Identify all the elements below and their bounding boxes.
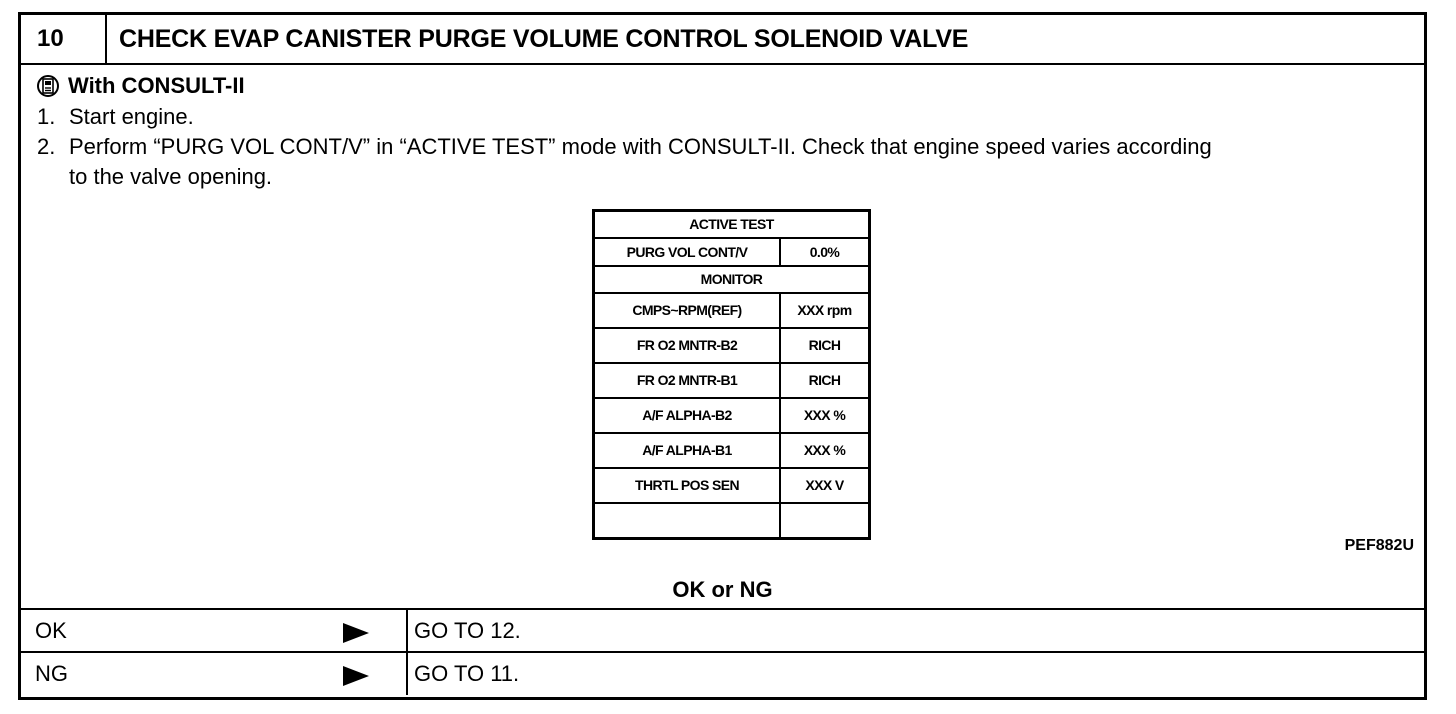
monitor-label: THRTL POS SEN <box>595 469 781 502</box>
monitor-value: XXX % <box>803 442 846 458</box>
arrow-right-icon <box>343 666 369 686</box>
instruction-text: Start engine. <box>69 104 194 129</box>
active-test-item-label: PURG VOL CONT/V <box>595 239 781 265</box>
result-action: GO TO 11. <box>414 661 520 686</box>
result-row-ng <box>21 651 1424 695</box>
monitor-label <box>595 504 781 537</box>
consult-label: With CONSULT-II <box>68 73 245 98</box>
result-row-ok <box>21 608 1424 652</box>
active-test-item-value: 0.0% <box>809 244 840 260</box>
result-condition: OK <box>35 618 67 643</box>
figure-id: PEF882U <box>1344 537 1414 554</box>
monitor-label: A/F ALPHA-B2 <box>595 399 781 432</box>
decision-label: OK or NG <box>672 577 773 602</box>
step-header <box>21 15 1424 65</box>
instruction-text: Perform “PURG VOL CONT/V” in “ACTIVE TEST” mode with CONSULT-II. Check that engine speed varies according <box>69 134 1212 159</box>
monitor-value: XXX V <box>805 477 844 493</box>
monitor-label: CMPS~RPM(REF) <box>595 294 781 327</box>
monitor-row <box>595 329 868 364</box>
monitor-value: RICH <box>808 372 841 388</box>
step-number: 10 <box>21 15 107 63</box>
monitor-value <box>781 504 868 537</box>
consult-tool-icon <box>37 74 59 98</box>
active-test-title: ACTIVE TEST <box>689 216 774 232</box>
result-action: GO TO 12. <box>414 618 521 643</box>
monitor-title: MONITOR <box>700 271 763 287</box>
instruction-2 <box>37 132 1417 192</box>
monitor-value: RICH <box>808 337 841 353</box>
monitor-label: FR O2 MNTR-B1 <box>595 364 781 397</box>
diagnostic-step-frame <box>18 12 1427 700</box>
consult-heading <box>37 73 245 99</box>
instruction-number: 2. <box>37 134 56 159</box>
monitor-row <box>595 294 868 329</box>
monitor-row-empty <box>595 504 868 537</box>
monitor-value: XXX rpm <box>797 302 852 318</box>
monitor-row <box>595 469 868 504</box>
monitor-label: A/F ALPHA-B1 <box>595 434 781 467</box>
result-condition: NG <box>35 661 68 686</box>
monitor-value: XXX % <box>803 407 846 423</box>
result-action-cell <box>406 610 1424 652</box>
arrow-right-icon <box>343 623 369 643</box>
active-test-screen <box>592 209 871 540</box>
result-action-cell <box>406 653 1424 695</box>
monitor-row <box>595 399 868 434</box>
step-title: CHECK EVAP CANISTER PURGE VOLUME CONTROL SOLENOID VALVE <box>119 25 969 53</box>
instruction-number: 1. <box>37 104 56 129</box>
instruction-text-continued: to the valve opening. <box>69 164 273 189</box>
monitor-row <box>595 364 868 399</box>
monitor-label: FR O2 MNTR-B2 <box>595 329 781 362</box>
monitor-row <box>595 434 868 469</box>
active-test-item-row <box>595 239 868 267</box>
instruction-1 <box>37 102 194 132</box>
